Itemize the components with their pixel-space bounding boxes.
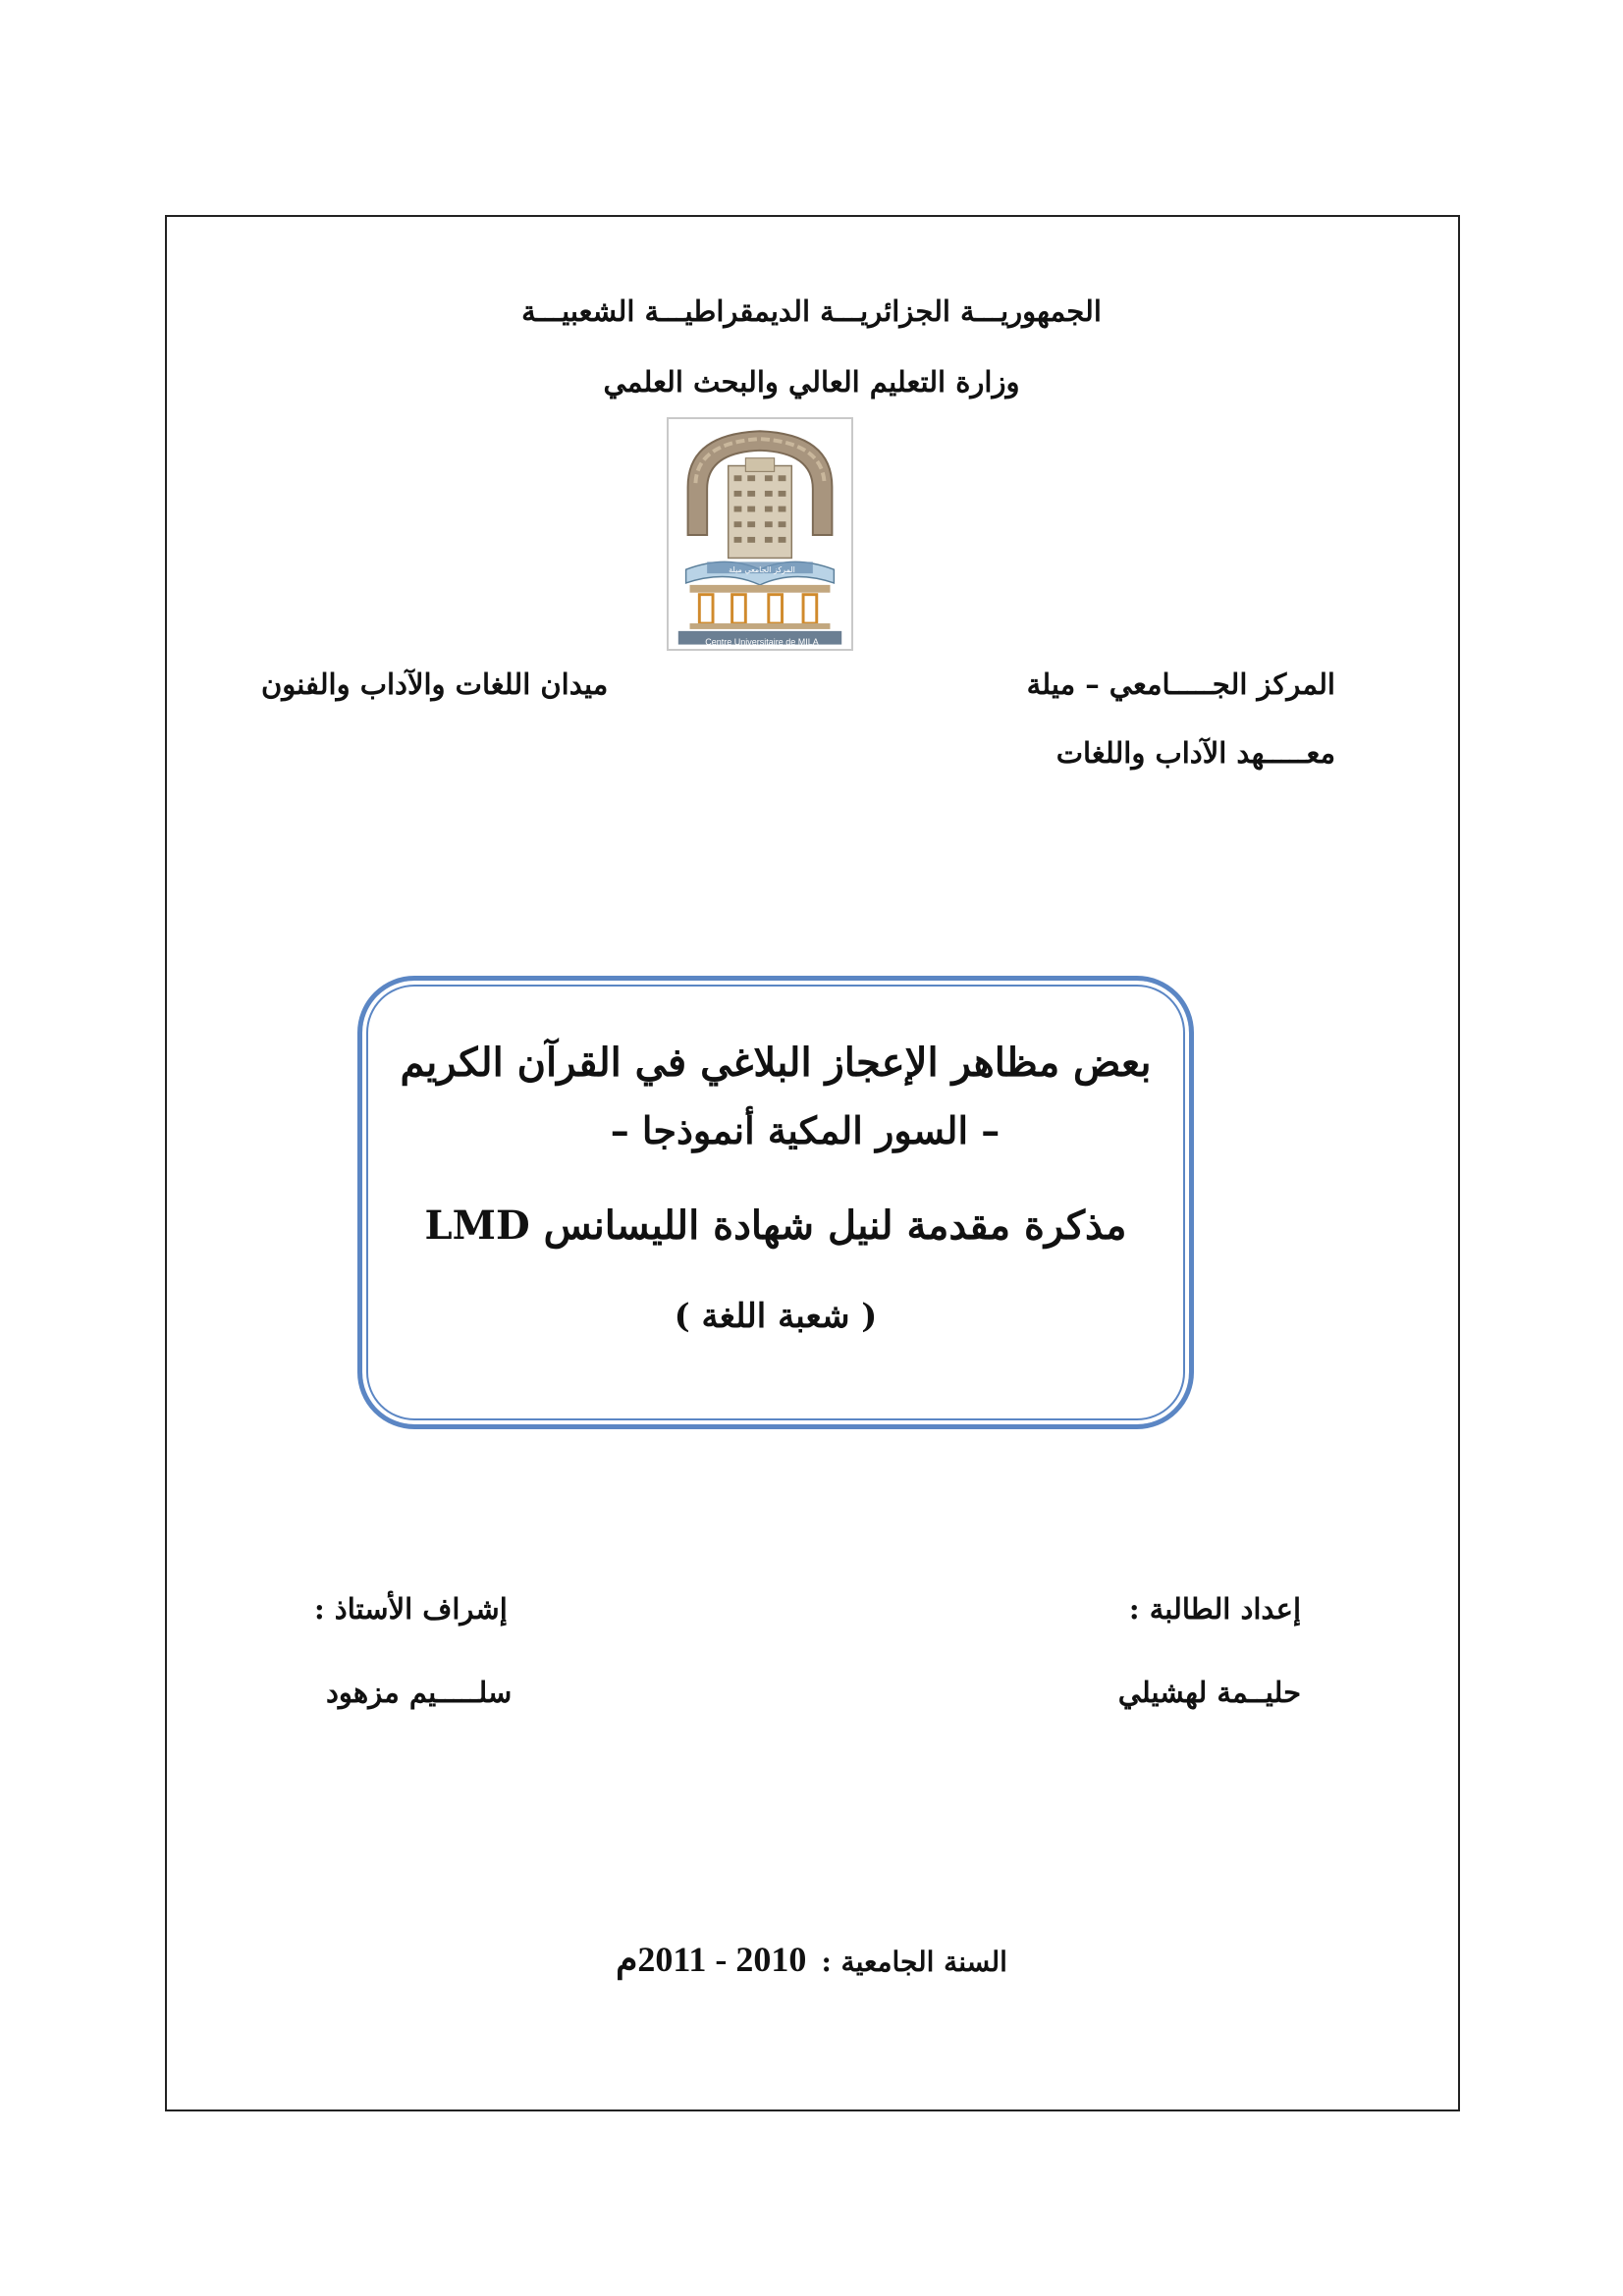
republic-heading: الجمهوريـــة الجزائريـــة الديمقراطيـــة الشعبيـــة — [521, 294, 1102, 328]
logo-banner-text: المركز الجامعي ميلة — [729, 565, 795, 574]
ministry-heading: وزارة التعليم العالي والبحث العلمي — [603, 365, 1020, 399]
university-center: المركز الجـــــامعي – ميلة — [1026, 667, 1335, 701]
academic-year — [0, 1939, 1623, 1980]
institute-name: معـــــهد الآداب واللغات — [1055, 736, 1335, 770]
student-name: حليــمة لهشيلي — [1117, 1676, 1301, 1709]
supervisor-name: سلـــــيم مزهود — [326, 1676, 513, 1709]
degree-statement: مذكرة مقدمة لنيل شهادة الليسانس LMD — [424, 1202, 1127, 1249]
university-logo — [667, 417, 853, 651]
student-label: إعداد الطالبة : — [1128, 1592, 1301, 1626]
logo-caption: Centre Universitaire de MILA — [705, 637, 819, 647]
thesis-title: بعض مظاهر الإعجاز البلاغي في القرآن الكريم — [400, 1040, 1152, 1086]
thesis-subtitle: – السور المكية أنموذجا – — [610, 1108, 1001, 1152]
supervisor-label: إشراف الأستاذ : — [314, 1592, 508, 1626]
academic-year-value: 2010 - 2011م — [616, 1940, 807, 1979]
academic-year-label: السنة الجامعية : — [821, 1946, 1007, 1978]
university-logo-image — [669, 419, 851, 649]
thesis-title-box — [357, 976, 1194, 1429]
branch-label: ( شعبة اللغة ) — [674, 1297, 878, 1336]
field-name: ميدان اللغات والآداب والفنون — [261, 667, 609, 701]
